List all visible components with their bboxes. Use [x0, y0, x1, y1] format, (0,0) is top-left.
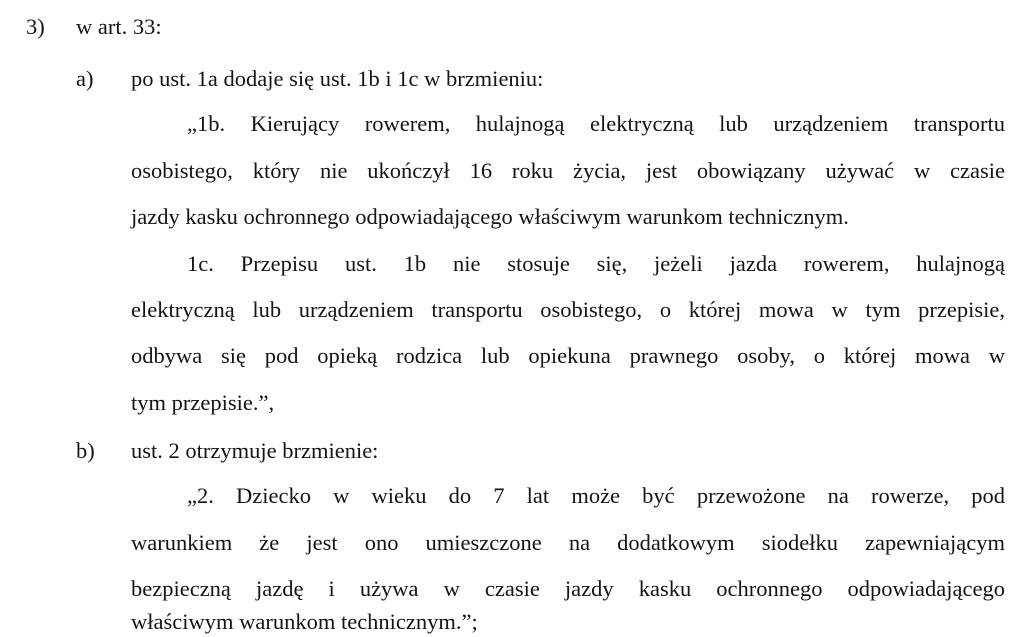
subpoint-a-letter: a) [76, 66, 94, 91]
para-2-line-1: „2. Dziecko w wieku do 7 lat może być przewożone na rowerze, pod [187, 483, 1005, 508]
para-1c-line-4: tym przepisie.”, [131, 390, 275, 415]
para-1c-line-3: odbywa się pod opieką rodzica lub opiekuna prawnego osoby, o której mowa w [131, 343, 1005, 368]
para-2-line-4: właściwym warunkom technicznym.”; [131, 609, 478, 634]
subpoint-b-letter: b) [76, 438, 95, 463]
subpoint-a-intro: po ust. 1a dodaje się ust. 1b i 1c w brzmieniu: [131, 66, 544, 91]
para-1c-line-2: elektryczną lub urządzeniem transportu osobistego, o której mowa w tym przepisie, [131, 297, 1005, 322]
para-1c-line-1: 1c. Przepisu ust. 1b nie stosuje się, jeżeli jazda rowerem, hulajnogą [187, 251, 1005, 276]
para-1b-line-3: jazdy kasku ochronnego odpowiadającego właściwym warunkom technicznym. [131, 204, 849, 229]
para-2-line-2: warunkiem że jest ono umieszczone na dodatkowym siodełku zapewniającym [131, 530, 1005, 555]
point-heading: w art. 33: [76, 14, 162, 39]
para-1b-line-1: „1b. Kierujący rowerem, hulajnogą elektryczną lub urządzeniem transportu [187, 111, 1005, 136]
subpoint-b-intro: ust. 2 otrzymuje brzmienie: [131, 438, 379, 463]
point-number: 3) [26, 14, 45, 39]
para-1b-line-2: osobistego, który nie ukończył 16 roku życia, jest obowiązany używać w czasie [131, 158, 1005, 183]
para-2-line-3: bezpieczną jazdę i używa w czasie jazdy kasku ochronnego odpowiadającego [131, 576, 1005, 601]
